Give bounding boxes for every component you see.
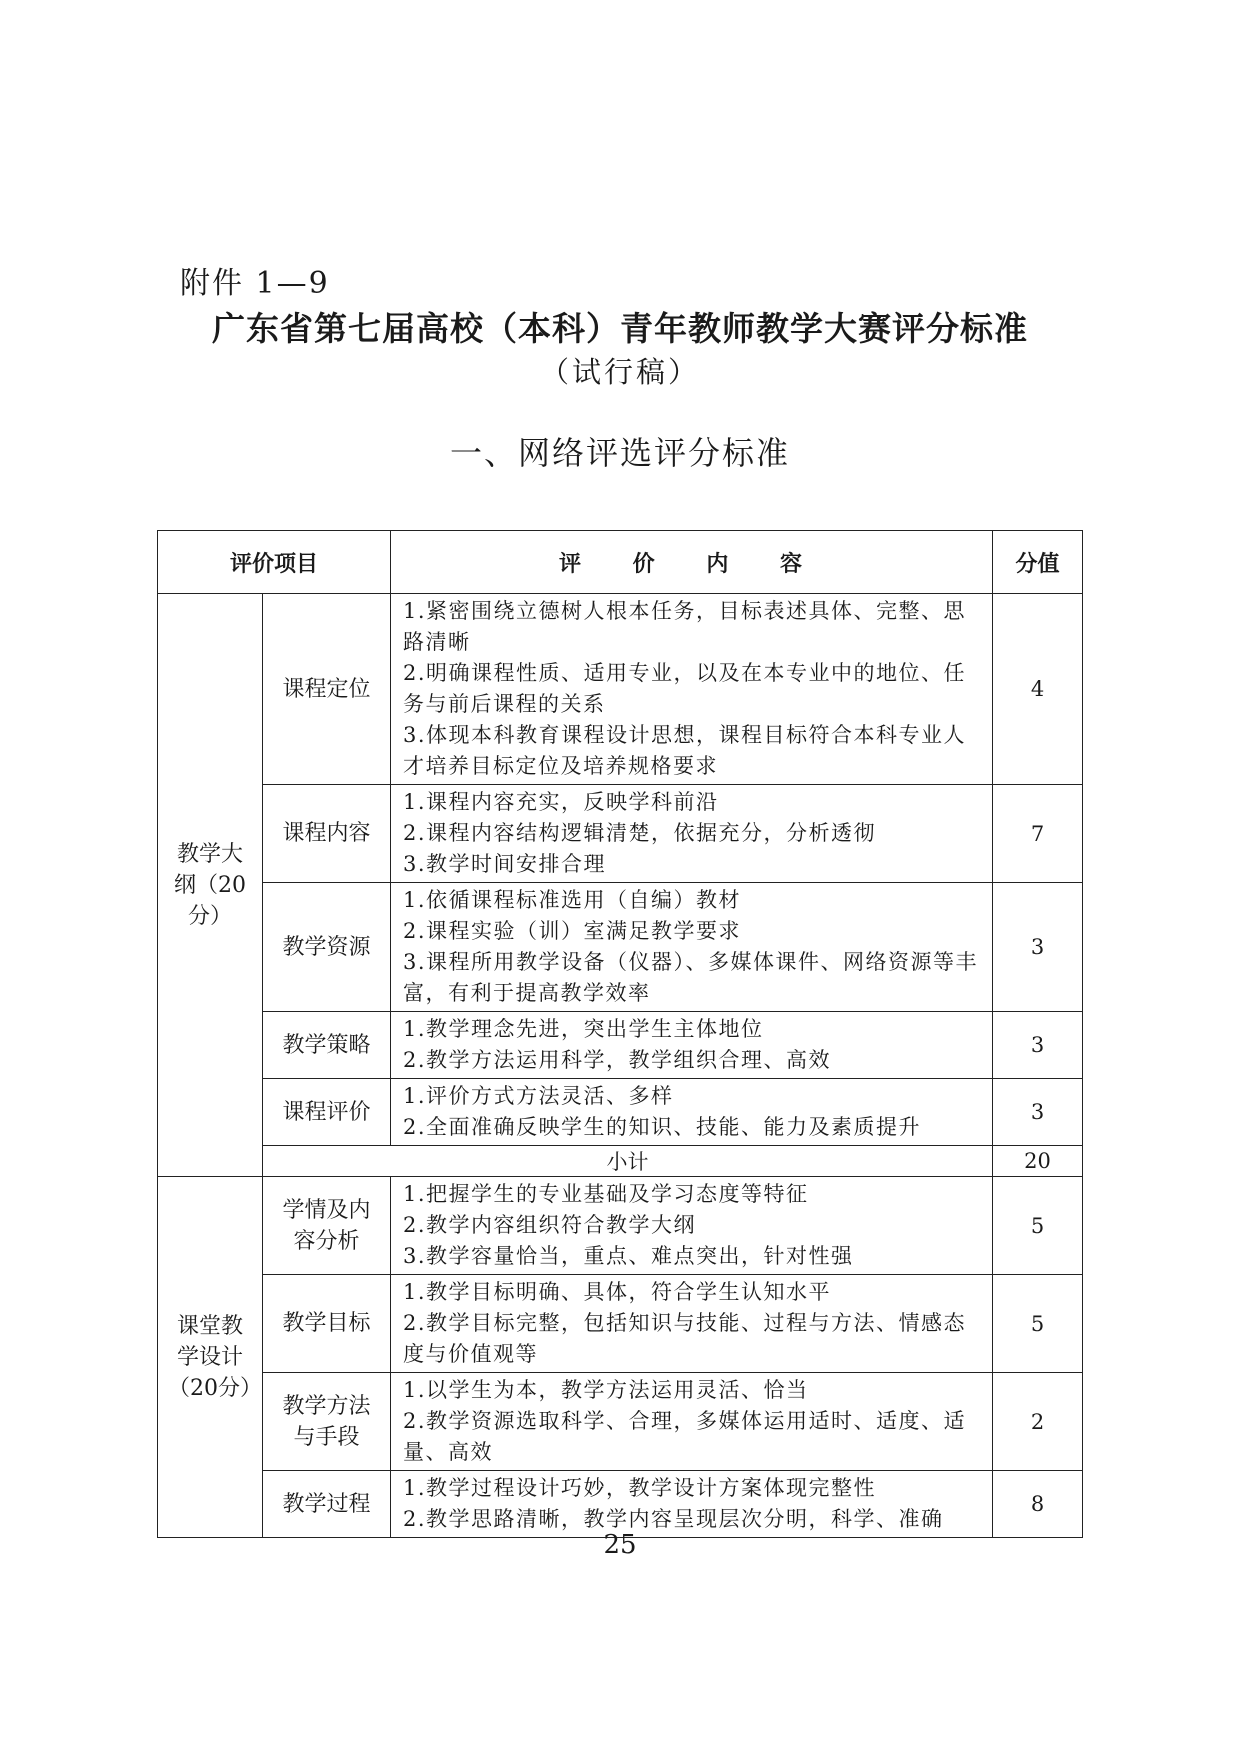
criteria-line: 2.教学方法运用科学，教学组织合理、高效: [403, 1048, 832, 1072]
table-row: [158, 1177, 1083, 1275]
table-row: [158, 1373, 1083, 1471]
page-number: 25: [603, 1530, 637, 1560]
criteria-line: 1.教学过程设计巧妙，教学设计方案体现完整性: [403, 1476, 877, 1500]
table-row: [158, 594, 1083, 785]
subitem-cell: 教学策略: [263, 1012, 391, 1079]
criteria-cell: [391, 1079, 993, 1146]
criteria-cell: [391, 1177, 993, 1275]
score-cell: 5: [993, 1275, 1083, 1373]
criteria-cell: [391, 1012, 993, 1079]
criteria-line: 2.明确课程性质、适用专业，以及在本专业中的地位、任务与前后课程的关系: [403, 661, 967, 716]
criteria-cell: [391, 594, 993, 785]
table-row: [158, 1275, 1083, 1373]
table-row: [158, 1012, 1083, 1079]
criteria-line: 3.体现本科教育课程设计思想，课程目标符合本科专业人才培养目标定位及培养规格要求: [403, 723, 967, 778]
table-row: [158, 785, 1083, 883]
score-cell: 3: [993, 883, 1083, 1012]
score-cell: 8: [993, 1471, 1083, 1538]
criteria-line: 1.教学理念先进，突出学生主体地位: [403, 1017, 764, 1041]
criteria-line: 2.教学目标完整，包括知识与技能、过程与方法、情感态度与价值观等: [403, 1311, 967, 1366]
subtotal-row: [158, 1146, 1083, 1177]
subitem-cell: 课程评价: [263, 1079, 391, 1146]
criteria-line: 2.教学资源选取科学、合理，多媒体运用适时、适度、适量、高效: [403, 1409, 967, 1464]
section-title: 一、网络评选评分标准: [449, 434, 790, 472]
criteria-cell: [391, 785, 993, 883]
subitem-cell: 学情及内容分析: [263, 1177, 391, 1275]
attachment-label: 附件 1—9: [180, 266, 330, 301]
score-cell: 7: [993, 785, 1083, 883]
criteria-line: 1.课程内容充实，反映学科前沿: [403, 790, 719, 814]
criteria-line: 2.课程内容结构逻辑清楚，依据充分，分析透彻: [403, 821, 877, 845]
criteria-line: 3.教学时间安排合理: [403, 852, 607, 876]
category-cell: 教学大纲（20分）: [158, 594, 263, 1177]
header-score: 分值: [993, 531, 1083, 594]
subtotal-value: 20: [993, 1146, 1083, 1177]
criteria-cell: [391, 1373, 993, 1471]
table-row: [158, 1471, 1083, 1538]
criteria-line: 1.评价方式方法灵活、多样: [403, 1084, 674, 1108]
page-title: 广东省第七届高校（本科）青年教师教学大赛评分标准: [212, 309, 1028, 348]
criteria-line: 3.教学容量恰当，重点、难点突出，针对性强: [403, 1244, 854, 1268]
category-cell: 课堂教学设计（20分）: [158, 1177, 263, 1538]
criteria-line: 1.依循课程标准选用（自编）教材: [403, 888, 742, 912]
score-cell: 3: [993, 1079, 1083, 1146]
criteria-line: 1.紧密围绕立德树人根本任务，目标表述具体、完整、思路清晰: [403, 599, 967, 654]
criteria-line: 3.课程所用教学设备（仪器）、多媒体课件、网络资源等丰富，有利于提高教学效率: [403, 950, 979, 1005]
criteria-cell: [391, 883, 993, 1012]
scoring-table: [157, 530, 1083, 1538]
criteria-cell: [391, 1471, 993, 1538]
subitem-cell: 教学资源: [263, 883, 391, 1012]
score-cell: 3: [993, 1012, 1083, 1079]
criteria-line: 2.教学内容组织符合教学大纲: [403, 1213, 697, 1237]
subitem-cell: 教学方法与手段: [263, 1373, 391, 1471]
score-cell: 2: [993, 1373, 1083, 1471]
criteria-line: 1.教学目标明确、具体，符合学生认知水平: [403, 1280, 832, 1304]
header-item: 评价项目: [158, 531, 391, 594]
header-content: 评 价 内 容: [391, 531, 993, 594]
page-subtitle: （试行稿）: [539, 355, 700, 389]
subitem-cell: 教学过程: [263, 1471, 391, 1538]
table-body: [158, 594, 1083, 1538]
criteria-cell: [391, 1275, 993, 1373]
table-header-row: [158, 531, 1083, 594]
table-row: [158, 1079, 1083, 1146]
criteria-line: 1.把握学生的专业基础及学习态度等特征: [403, 1182, 809, 1206]
subitem-cell: 课程定位: [263, 594, 391, 785]
criteria-line: 1.以学生为本，教学方法运用灵活、恰当: [403, 1378, 809, 1402]
score-cell: 4: [993, 594, 1083, 785]
table-row: [158, 883, 1083, 1012]
criteria-line: 2.教学思路清晰，教学内容呈现层次分明，科学、准确: [403, 1507, 944, 1531]
criteria-line: 2.全面准确反映学生的知识、技能、能力及素质提升: [403, 1115, 922, 1139]
criteria-line: 2.课程实验（训）室满足教学要求: [403, 919, 742, 943]
subitem-cell: 教学目标: [263, 1275, 391, 1373]
score-cell: 5: [993, 1177, 1083, 1275]
subitem-cell: 课程内容: [263, 785, 391, 883]
subtotal-label: 小计: [263, 1146, 993, 1177]
